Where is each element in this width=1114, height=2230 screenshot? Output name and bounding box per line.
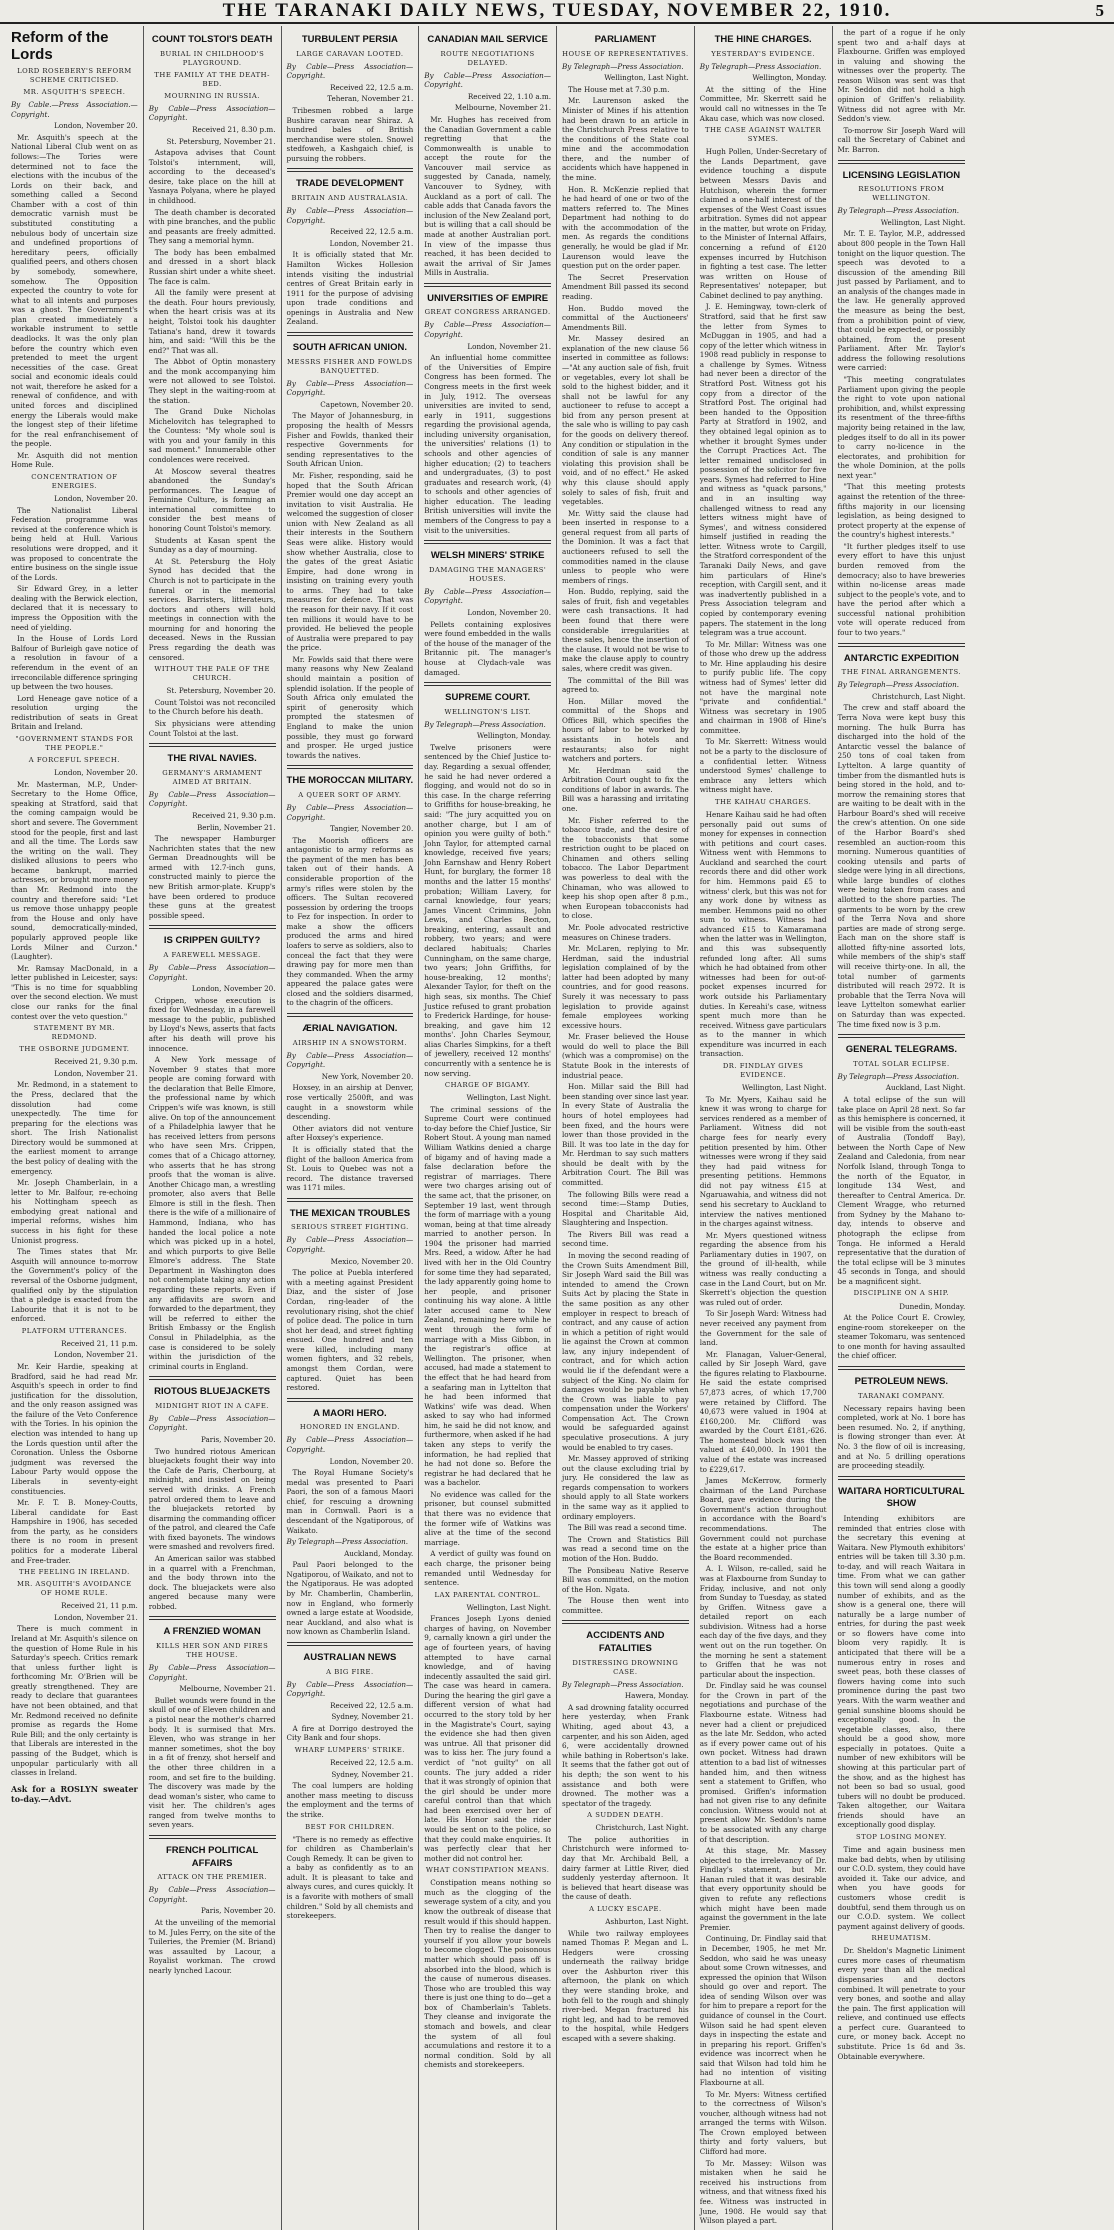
paragraph: The Royal Humane Society's medal was presented to Paari Paori, the son of a famous Maori chief, for rescuing a drowning man in Cornwall. Paori is a descendant of the Ngatiporous, of Waikato. bbox=[286, 1468, 414, 1535]
paragraph: To Mr. Myers, Kaihau said he knew it was wrong to charge for services rendered as a member of Parliament. Witness did not charge fees for nearly every petition presented by him. Other witnesses were wrong if they said they had paid witness for presenting petitions. Hemmons did not pay witness £15 at Ngaruawahia, and witness did not send his secretary to Auckland to interview the natives mentioned in the charges against witness. bbox=[699, 1094, 827, 1229]
paragraph: Hon. Buddo moved the committal of the Auctioneers' Amendments Bill. bbox=[562, 303, 689, 332]
paragraph: Six physicians were attending Count Tolstoi at the last. bbox=[148, 718, 276, 738]
paragraph: At St. Petersburg the Holy Synod has decided that the Church is not to participate in the funeral or in the memorial services. Barristers, litterateurs, doctors and others will hold meetings in connection with the mourning for and honoring the deceased. News in the Russian Press regarding the death was censored. bbox=[148, 556, 276, 662]
subheading: A FAREWELL MESSAGE. bbox=[163, 950, 261, 959]
section-rule bbox=[287, 1642, 414, 1646]
dateline: London, November 20. bbox=[54, 494, 138, 504]
paragraph: Dr. Sheldon's Magnetic Liniment cures more cases of rheumatism every year than all the medical dispensaries and doctors combined. It will penetrate to your very bones, and soothe and allay the pain. The first application will relieve, and continued use effects a perfect cure. Guaranteed to cure, or money back. Accept no substitute. Price 1s 6d and 3s. Obtainable everywhere. bbox=[837, 1946, 966, 2061]
paragraph: Frances Joseph Lyons denied charges of having, on November 9, carnally known a girl under the age of fourteen years, of having attempted to have carnal knowledge, and of having indecently assaulted the said girl. The case was heard in camera. During the hearing the girl gave a different version of what had occurred to the story told by her in the Magistrate's Court, saying the evidence she had then given was untrue. All that prisoner did was to kiss her. The jury found a verdict of "not guilty" on all counts. The jury added a rider that it was strongly of opinion that the girl should be under more careful control than that which had been exercised over her of late. His Honor said the rider would be sent on to the police, so that they could make enquiries. It was perfectly clear that her mother did not control her. bbox=[424, 1614, 551, 1863]
paragraph: The newspaper Hamburger Nachrichten states that the new German Dreadnoughts will be armed with 12.7-inch guns, constructed mainly to pierce the new British armor-plate. Krupp's have been ordered to produce these guns at the greatest possible speed. bbox=[148, 834, 276, 920]
section-rule bbox=[424, 540, 551, 544]
subheading: THE KAIHAU CHARGES. bbox=[714, 797, 812, 806]
dateline: New York, November 20. bbox=[321, 1071, 414, 1081]
section-rule bbox=[149, 1616, 276, 1620]
dateline: London, November 21. bbox=[329, 238, 414, 248]
paragraph: Mr. F. T. B. Money-Coutts, Liberal candidate for East Hampshire in 1906, has seceded from the party, as he considers there is no room in present politics for a moderate Liberal and Free-trader. bbox=[11, 1498, 138, 1565]
dateline: Wellington, Last Night. bbox=[604, 73, 689, 83]
paragraph: J. E. Hemingway, town-clerk of Stratford, said that he first saw the letter from Symes to McDuggan in 1905, and had a copy of the letter which witness in 1908 read publicly in response to a challenge by Symes. Witness had never been a director of the Stratford Post. Witness got his copy from a director of the Stratford Post. The original had been handed to the Opposition Party at Stratford in 1902, and they obtained legal opinion as to whether it brought Symes under the Corrupt Practices Act. The letter remained undisclosed in possession of the solicitor for five years. Symes had referred to Hine and witness as "quack parsons," and in an insulting way challenged witness to read any letters witness might have of Symes', and witness considered himself justified in reading the letter. Witness wrote to Cargill, the Stratford correspondent of the Taranaki Daily News, and gave him particulars of Hine's reception, with Cargill sent, and it was inadvertently published in a Press Association telegram and copied by contemporary evening papers. The statement in the long telegram was a true account. bbox=[699, 302, 827, 638]
byline: By Cable—Press Association—Copyright. bbox=[148, 1663, 276, 1682]
paragraph: Constipation means nothing so much as the clogging of the sewerage system of a city, and you know the outbreak of disease that result would if this should happen. Then try to realise the danger to yourself if you allow your bowels to become clogged. The poisonous matter which should pass off is absorbed into the blood, which is the cause of numerous diseases. Those who are troubled this way there is just one thing to do—get a box of Chamberlain's Tablets. They cleanse and invigorate the stomach and bowels, and clear the system of all foul accumulations and restore it to a normal condition. Sold by all chemists and storekeepers. bbox=[424, 1878, 551, 2070]
paragraph: The Nationalist Liberal Federation programme was revised at the conference which is being held at Hull. Various resolutions were dropped, and it was proposed to concentrate the entire business on the single issue of the Lords. bbox=[11, 505, 138, 582]
section-rule bbox=[562, 1620, 689, 1624]
section-rule bbox=[149, 925, 276, 929]
paragraph: At the Police Court E. Crowley, engine-room storekeeper on the steamer Tokomaru, was sentenced to one month for having assaulted the chief officer. bbox=[837, 1313, 966, 1361]
subheading: ATTACK ON THE PREMIER. bbox=[157, 1873, 267, 1882]
paragraph: To-morrow Sir Joseph Ward will call the Secretary of Cabinet and Mr. Barron. bbox=[837, 125, 966, 154]
paragraph: The Mayor of Johannesburg, in proposing the health of Messrs Fisher and Fowlds, thanked their respective Governments for sending representatives to the South African Union. bbox=[286, 411, 414, 469]
dateline: Received 22, 12.5 a.m. bbox=[330, 1700, 414, 1710]
byline: By Telegraph—Press Association. bbox=[286, 1537, 409, 1547]
paragraph: A verdict of guilty was found on each charge, the prisoner being remanded until Wednesday for sentence. bbox=[424, 1549, 551, 1588]
advertisement: Ask for a ROSLYN sweater to-day.—Advt. bbox=[11, 1783, 138, 1805]
paragraph: Mr. Fraser believed the House would do well to place the Bill (which was a compromise) on the Statute Book in the interests of industrial peace. bbox=[562, 1032, 689, 1080]
article-headline: COUNT TOLSTOI'S DEATH bbox=[151, 34, 273, 45]
paragraph: No evidence was called for the prisoner, but counsel submitted that there was no evidence that the former wife of Watkins was alive at the time of the second marriage. bbox=[424, 1489, 551, 1547]
paragraph: The Secret Preservation Amendment Bill passed its second reading. bbox=[562, 272, 689, 301]
masthead-title: THE TARANAKI DAILY NEWS, TUESDAY, NOVEMBER 22, 1910. bbox=[222, 0, 892, 21]
section-rule bbox=[424, 283, 551, 287]
dateline: Received 21, 8.30 p.m. bbox=[192, 124, 276, 134]
byline: By Cable—Press Association—Copyright. bbox=[148, 1413, 276, 1433]
subheading: KILLS HER SON AND FIRES THE HOUSE. bbox=[156, 1642, 269, 1660]
subheading: WELLINGTON'S LIST. bbox=[444, 707, 531, 716]
paragraph: To Mr. Millar: Witness was one of those who drew up the address to Mr. Hine applauding his desire to purify public life. The copy witness had of Symes' letter did not have the marginal note "private and confidential." Witness was secretary in 1905 and chairman in 1908 of Hine's committee. bbox=[699, 639, 827, 735]
paragraph: James McKerrow, formerly chairman of the Land Purchase Board, gave evidence during the Government's action throughout in accordance with the Board's recommendations. The Government could not purchase the estate at a higher price than the Board recommended. bbox=[699, 1476, 827, 1562]
byline: By Cable—Press Association—Copyright. bbox=[148, 789, 276, 809]
article-headline: FRENCH POLITICAL AFFAIRS bbox=[165, 1844, 259, 1869]
dateline: Received 21, 11 p.m. bbox=[61, 1338, 138, 1348]
subheading: DAMAGING THE MANAGERS' HOUSES. bbox=[429, 565, 547, 583]
paragraph: To Mr. Massey: Wilson was mistaken when he said he received his instructions from witness, and that witness fixed his fee. Witness was instructed in June, 1908. He would say that Wilson played a part. bbox=[699, 2158, 827, 2226]
byline: By Cable—Press Association—Copyright. bbox=[424, 586, 551, 606]
section-rule bbox=[287, 1398, 414, 1402]
subheading: CONCENTRATION OF ENERGIES. bbox=[31, 473, 118, 491]
paragraph: "There is no remedy as effective for children as Chamberlain's Cough Remedy. It can be given to a baby as confidently as to an adult. It is pleasant to take and always cures, and cures quickly. It is a favorite with mothers of small children." Sold by all chemists and storekeepers. bbox=[286, 1834, 414, 1921]
article-headline: CANADIAN MAIL SERVICE bbox=[427, 34, 548, 45]
article-headline: THE MEXICAN TROUBLES bbox=[289, 1207, 411, 1219]
paragraph: At the unveiling of the memorial to M. Jules Ferry, on the site of the Tuileries, the Premier (M. Briand) was assaulted by Lacour, a Royalist workman. The crowd nearly lynched Lacour. bbox=[148, 1918, 276, 1975]
paragraph: The Bill was read a second time. bbox=[568, 1523, 687, 1533]
dateline: Received 21, 9.30 p.m. bbox=[54, 1057, 138, 1067]
dateline: Received 22, 1.10 a.m. bbox=[467, 91, 551, 101]
dateline: Christchurch, Last Night. bbox=[595, 1823, 689, 1833]
byline: By Telegraph—Press Association. bbox=[562, 1679, 684, 1689]
byline: By Telegraph—Press Association. bbox=[837, 680, 960, 690]
dateline: London, November 20. bbox=[467, 608, 551, 618]
paragraph: Two hundred riotous American bluejackets fought their way into the Cafe de Paris, Cherbourg, at midnight, and insisted on being served with drinks. A French patrol ordered them to leave and the bluejackets retorted by disarming the commanding officer of the patrol, and cleared the Cafe with fixed bayonets. The windows were smashed and revolvers fired. bbox=[148, 1446, 276, 1552]
paragraph: A total eclipse of the sun will take place on April 28 next. So far as this hemisphere is concerned, it will be visible from the south-east of Australia (Tondoff Bay), between the North Cape of New Zealand and Caledonia, from near Norfolk Island, through Tonga to the north of the Equator, in longitude 134 West, and thereafter to Central America. Dr. Clement Wragge, who returned from Sydney by the Mahano to-day, intends to observe and photograph the eclipse from Tonga. He informed a Herald representative that the duration of the total eclipse will be 3 minutes 45 seconds in Tonga, and should be a magnificent sight. bbox=[837, 1094, 966, 1286]
dateline: London, November 20. bbox=[329, 1456, 414, 1466]
article-headline: WAITARA HORTICULTURAL SHOW bbox=[838, 1485, 965, 1510]
subheading: SERIOUS STREET FIGHTING. bbox=[291, 1223, 409, 1232]
paragraph: Hugh Pollen, Under-Secretary of the Lands Department, gave evidence touching a dispute between Messrs Davis and Hutchison, wherein the former claimed a one-half interest of the expenses of the West Coast issues arbitration. Symes did not appear in the matter, but wrote on Friday, to the Minister of Internal Affairs, concerning a refund of £120 expenses incurred by Hutchison in fighting a test case. The letter was written on House of Representatives' notepaper, but Cabinet declined to pay anything. bbox=[699, 147, 827, 300]
paragraph: The House met at 7.30 p.m. bbox=[568, 84, 670, 94]
byline: By Telegraph—Press Association. bbox=[562, 61, 684, 71]
subheading: DISCIPLINE ON A SHIP. bbox=[853, 1289, 950, 1298]
subheading: GERMANY'S ARMAMENT AIMED AT BRITAIN. bbox=[162, 768, 263, 786]
dateline: Melbourne, November 21. bbox=[179, 1684, 276, 1694]
paragraph: To Mr. Skerrett: Witness would not be a party to the disclosure of a confidential letter. Witness understood Symes' challenge to embrace any letters which witness might have. bbox=[699, 737, 827, 795]
paragraph: While two railway employees named Thomas P. Megan and L. Hedgers were crossing underneath the railway bridge over the Ashburton river this afternoon, the plank on which they were standing broke, and both fell to the rough and shingly river-bed. Megan fractured his right leg, and had to be removed to the hospital, while Hedgers escaped with a severe shaking. bbox=[562, 1928, 689, 2043]
section-rule bbox=[838, 1366, 966, 1370]
section-rule bbox=[424, 682, 551, 686]
article-headline: THE RIVAL NAVIES. bbox=[167, 753, 257, 765]
byline: By Telegraph—Press Association. bbox=[837, 206, 960, 216]
paragraph: The crew and staff aboard the Terra Nova were kept busy this morning. The hulk Burra has discharged into the hold of the Antarctic vessel the balance of 250 tons of coal taken from Lyttelton. A large quantity of timber from the dismantled huts is being stored in the hold, and to-morrow the remaining stores that are waiting to be dealt with in the Harbour Board's shed will receive the crew's attention. On one side of the Harbor Board's shed resembled an auction-room this morning. Numerous quantities of cooking utensils and parts of sledge were lying in all directions, while large bundles of clothes were being taken from cases and allotted to the shore parties. The garments to be worn by the crew of the Terra Nova and shore parties are made of strong serge. Each man on the shore staff is allotted fifty-nine assorted lots, while members of the ship's staff will receive thirty-one. In all, the total number of garments distributed will reach 2972. It is probable that the Terra Nova will leave Lyttelton somewhat earlier on Saturday than was expected. The time fixed now is 3 p.m. bbox=[837, 703, 966, 1029]
subheading: YESTERDAY'S EVIDENCE. bbox=[711, 49, 815, 58]
dateline: Paris, November 20. bbox=[200, 1435, 276, 1445]
column-3 bbox=[282, 26, 420, 2230]
article-headline: LICENSING LEGISLATION bbox=[842, 169, 961, 181]
subheading: GREAT CONGRESS ARRANGED. bbox=[424, 308, 551, 317]
paragraph: An influential home committee of the Universities of Empire Congress has been formed. The Congress meets in the first week in July, 1912. The overseas universities are invited to send, early in 1911, suggestions regarding the provisional agenda, including university organisation, the universities' relations (1) to schools and other agencies of higher education; (2) to teachers and undergraduates, (3) to post graduates and research work, (4) to schools and other agencies of higher education. The leading British universities will invite the members of the Congress to pay a visit to the universities. bbox=[424, 353, 551, 535]
paragraph: The police authorities in Christchurch were informed to-day that Mr. Archibald Bell, a dairy farmer at Little River, died suddenly yesterday afternoon. It is believed that heart disease was the cause of death. bbox=[562, 1834, 689, 1902]
paragraph: The Moorish officers are antagonistic to army reforms as the payment of the men has been taken out of their hands. A considerable proportion of the army's rifles were stolen by the officers. The Sultan recovered possession by ordering the troops to Fez for inspection. In order to make a show the officers produced the arms and hired loafers to serve as soldiers, also to conceal the fact that they were drawing pay for more men than they commanded. When the army appeared the palace gates were closed and the soldiers disarmed, to the chagrin of the officers. bbox=[286, 835, 414, 1008]
paragraph: "That this meeting protests against the retention of the three-fifths majority in our licensing legislation, as being designed to protect property at the expense of the country's highest interests." bbox=[837, 482, 966, 540]
dateline: Received 21, 11 p.m. bbox=[61, 1601, 138, 1611]
paragraph: Mr. Asquith did not mention Home Rule. bbox=[11, 450, 138, 470]
subheading: ROUTE NEGOTIATIONS DELAYED. bbox=[440, 49, 535, 67]
byline: By Cable—Press Association—Copyright. bbox=[148, 962, 276, 982]
section-rule bbox=[287, 1198, 414, 1202]
paragraph: Mr. Herdman said the Arbitration Court ought to fix the conditions of labor in awards. The Bill was a harassing and irritating one. bbox=[562, 765, 689, 814]
paragraph: In moving the second reading of the Crown Suits Amendment Bill, Sir Joseph Ward said the Bill was intended to amend the Crown Suits Act by placing the State in the same position as any other employer in respect to breach of contract, and any cause of action in which a petition of right would lie against the Crown at common law, any injury independent of contract, and for which action would lie if the defendant were a subject of the King. No claim for damages would be payable when the Crown was liable to pay compensation under the Workers' Compensation Act. The Crown would be safeguarded against speculative prosecutions. A jury would be enabled to try cases. bbox=[562, 1251, 689, 1452]
page-number: 5 bbox=[1095, 1, 1106, 20]
paragraph: Twelve prisoners were sentenced by the Chief Justice to-day. Regarding a sexual offender, he said he had never ordered a flogging, and would not do so in this case. In the charge referring to Griffiths for house-breaking, he said: "The jury acquitted you on another charge, but I am of opinion you were guilty of both." John Taylor, for attempted carnal knowledge, received five years; John Earnshaw and Henry Robert Hunt, for burglary, the former 18 months and the latter 15 months' probation; William Lavery, for carnal knowledge, four years; James Vincent Crimmins, John Lewis, and Charles Becton, breaking, entering, assault and robbery, two years; and were declared habituals; Charles Cunningham, on the same charge, two years; John Griffiths, for house-breaking, 12 months'; Alexander Taylor, for theft on the high seas, six months. The Chief Justice refused to grant probation to Frederick Hardinge, for house-breaking, and gave him 12 months'. John Charles Seymour, alias Charles Simpkins, for a theft of jewellery, received 12 months' concurrently with a sentence he is now serving. bbox=[424, 742, 551, 1078]
article-headline: THE MOROCCAN MILITARY. bbox=[286, 775, 414, 787]
article-headline: TRADE DEVELOPMENT bbox=[296, 178, 404, 190]
paragraph: The Rivers Bill was read a second time. bbox=[562, 1229, 689, 1249]
paragraph: There is much comment in Ireland at Mr. Asquith's silence on the question of Home Rule in his Saturday's speech. Critics remark that unless further light is forthcoming Mr. O'Brien will be greatly strengthened. They are ready to declare that guarantees have not been obtained, and that Mr. Redmond received no definite promise as regards the Home Rule Bill; and the only certainty is that Liberals are interested in the passing of the Budget, which is unpopular particularly with all classes in Ireland. bbox=[11, 1624, 138, 1778]
dateline: Received 22, 12.5 a.m. bbox=[330, 1758, 414, 1768]
dateline: Ashburton, Last Night. bbox=[605, 1916, 689, 1926]
article-headline: A FRENZIED WOMAN bbox=[163, 1626, 261, 1638]
subheading: CHARGE OF BIGAMY. bbox=[444, 1081, 531, 1090]
dateline: London, November 20. bbox=[54, 768, 138, 778]
subheading: A BIG FIRE. bbox=[326, 1667, 374, 1676]
dateline: Mexico, November 20. bbox=[330, 1256, 414, 1266]
paragraph: All the family were present at the death. Four hours previously, when the heart crisis was at its height, Tolstoi took his daughter Tatiana's hand, drew it towards him, and said: "Will this be the end?" That was all. bbox=[148, 288, 276, 355]
paragraph: Mr. Massey approved of striking out the clause excluding trial by jury. He considered the law as regards compensation to workers should apply to all State workers in the same way as it applied to ordinary employers. bbox=[562, 1454, 689, 1521]
article-headline: AUSTRALIAN NEWS bbox=[303, 1651, 397, 1663]
paragraph: Bullet wounds were found in the skull of one of Eleven children and a pistol near the mother's charred body. It is surmised that Mrs. Eleven, who was strange in her manner sometimes, shot the boy in a fit of frenzy, shot herself and the other three children in a room, and set fire to the building. The discovery was made by the dead woman's sister, who came to visit her. The children's ages ranged from twelve months to seven years. bbox=[148, 1695, 276, 1830]
byline: By Telegraph—Press Association. bbox=[699, 61, 822, 71]
subheading: STATEMENT BY MR. REDMOND. bbox=[33, 1024, 115, 1042]
paragraph: To Sir Joseph Ward: Witness had never received any payment from the Government for the sale of land. bbox=[699, 1309, 827, 1348]
subheading: MIDNIGHT RIOT IN A CAFE. bbox=[155, 1401, 269, 1410]
dateline: Wellington, Last Night. bbox=[741, 1083, 827, 1093]
paragraph: The Grand Duke Nicholas Michelovitch has telegraphed to the Countess: "My whole soul is with you and your family in this sad moment." Innumerable other condolences were received. bbox=[148, 407, 276, 465]
dateline: London, November 20. bbox=[54, 121, 138, 131]
article-headline: PETROLEUM NEWS. bbox=[854, 1375, 949, 1387]
subheading: MOURNING IN RUSSIA. bbox=[164, 91, 260, 100]
dateline: London, November 21. bbox=[467, 341, 551, 351]
paragraph: Lord Heneage gave notice of a resolution urging the redistribution of seats in Great Britain and Ireland. bbox=[11, 693, 138, 732]
dateline: Hawera, Monday. bbox=[624, 1691, 689, 1701]
paragraph: Count Tolstoi was not reconciled to the Church before his death. bbox=[148, 697, 276, 717]
dateline: Paris, November 20. bbox=[200, 1906, 276, 1916]
dateline: London, November 21. bbox=[54, 1068, 138, 1078]
subheading: RESOLUTIONS FROM WELLINGTON. bbox=[858, 185, 945, 203]
article-headline: A MAORI HERO. bbox=[313, 1407, 387, 1419]
subheading: BURIAL IN CHILDHOOD'S PLAYGROUND. bbox=[160, 49, 265, 67]
dateline: Wellington, Monday. bbox=[752, 73, 827, 83]
dateline: Wellington, Monday. bbox=[476, 731, 551, 741]
article-headline: ANTARCTIC EXPEDITION bbox=[843, 652, 959, 664]
subheading: PLATFORM UTTERANCES. bbox=[21, 1326, 128, 1335]
dateline: Sydney, November 21. bbox=[331, 1712, 414, 1722]
paragraph: The committal of the Bill was agreed to. bbox=[562, 675, 689, 695]
paragraph: Henare Kaihau said he had often personally paid out sums of money for expenses in connection with petitions and court cases. Witness went with Hemmons to Auckland and searched the court records there and did other work for him. Hemmons paid £5 to witness' clerk, but this was not for any work done by witness as member. Hemmons paid no other sum to witness. Witness had advanced £15 to Kamaramana when the latter was in Wellington, and this was subsequently refunded long after. All sums which he had obtained from other witnesses had been for out-of-pocket expenses incurred for work outside his Parliamentary duties. In Kereahi's case, witness spent much more than he received. Witness gave particulars as to the manner in which expenditure was incurred in each transaction. bbox=[699, 809, 827, 1059]
paragraph: At the sitting of the Hine Committee, Mr. Skerrett said he would call no witnesses in the Te Akau case, which was now closed. bbox=[699, 84, 827, 123]
section-rule bbox=[149, 1835, 276, 1839]
paragraph: Necessary repairs having been completed, work at No. 1 bore has been resumed. No. 2, if anything, is flowing stronger than ever. At No. 3 the flow of oil is increasing, and at No. 5 drilling operations are proceeding steadily. bbox=[837, 1403, 966, 1471]
subheading: WHARF LUMPERS' STRIKE. bbox=[294, 1746, 405, 1755]
subheading: A LUCKY ESCAPE. bbox=[589, 1904, 662, 1913]
subheading: A SUDDEN DEATH. bbox=[587, 1811, 664, 1820]
subheading: A FORCEFUL SPEECH. bbox=[28, 756, 120, 765]
subheading: "GOVERNMENT STANDS FOR THE PEOPLE." bbox=[15, 735, 134, 753]
subheading: DR. FINDLAY GIVES EVIDENCE. bbox=[722, 1061, 804, 1080]
section-rule bbox=[287, 332, 414, 336]
section-rule bbox=[838, 1034, 966, 1038]
dateline: St. Petersburg, November 21. bbox=[166, 136, 276, 146]
paragraph: Time and again business men make bad debts, when by utilising our C.O.D. system, they could have avoided it. Take our advice, and when you have goods for customers whose credit is doubtful, send them through us on our C.O.D. system. We collect payment against delivery of goods. bbox=[837, 1845, 966, 1931]
column-5 bbox=[557, 26, 695, 2230]
dateline: Melbourne, November 21. bbox=[454, 103, 551, 113]
column-7 bbox=[833, 26, 971, 2230]
dateline: Auckland, Last Night. bbox=[885, 1083, 966, 1093]
article-headline: GENERAL TELEGRAMS. bbox=[845, 1044, 957, 1056]
paragraph: "It further pledges itself to use every effort to have this unjust burden removed from the democracy; also to have breweries within no-license areas made subject to the people's vote, and to have the period after which a successful national prohibition vote will operate reduced from four to two years." bbox=[837, 541, 966, 638]
dateline: Received 22, 12.5 a.m. bbox=[330, 227, 414, 237]
paragraph: Dr. Findlay said he was counsel for the Crown in part of the negotiations and purchase of the Flaxbourne estate. Witness had never had a client or prejudiced as the late Mr. Seddon, who acted as if every power came out of his own pocket. Witness had drawn attention to a bad list of witnesses handed him, and then witness sent a statement to Griffen, who promised. Griffen's information had not given rise to any definite conclusion. Witness would not at present allow Mr. Seddon's name to be associated with any charge of that description. bbox=[699, 1681, 827, 1844]
paragraph: A. I. Wilson, re-called, said he was at Flaxbourne from Sunday to Friday, inclusive, and not only from Sunday to Tuesday, as stated by Griffen. Witness gave a detailed report on each subdivision. Witness had a horse each day of the five days, and they went out on the run together. On the morning he sent a statement to Griffen that he was not particular about the inspection. bbox=[699, 1564, 827, 1679]
paragraph: Continuing, Dr. Findlay said that in December, 1905, he met Mr. Seddon, who said he was uneasy about some Crown witnesses, and expressed the opinion that Wilson should go over and report. The idea of sending Wilson over was for him to prepare a report for the guidance of counsel in the Court. Wilson said he had spent eleven days in inspecting the estate and in preparing his report. Griffen's evidence was incorrect when he said that Wilson had told him he had no intention of visiting Flaxbourne at all. bbox=[699, 1934, 827, 2088]
paragraph: Mr. Massey desired an explanation of the new clause 56 inserted in committee as follows:—"At any auction sale of fish, fruit or vegetables, every lot shall be sold to the highest bidder, and it shall not be lawful for any auctioneer to refuse to accept a bid from any person present at the sale who is willing to pay cash for the goods on delivery thereof. Any condition or stipulation in the condition of sale is any manner violating this provision shall be void, and of no effect." He asked why this clause should apply solely to sales of fish, fruit and vegetables. bbox=[562, 334, 689, 507]
subheading: AIRSHIP IN A SNOWSTORM. bbox=[292, 1038, 407, 1047]
paragraph: Astapova advises that Count Tolstoi's internment, will, according to the deceased's desire, take place on the hill at Yasnaya Polyana, where he played in childhood. bbox=[148, 148, 276, 205]
paragraph: Crippen, whose execution is fixed for Wednesday, in a farewell message to the public, published by Lloyd's News, asserts that facts after his death will prove his innocence. bbox=[148, 995, 276, 1053]
paragraph: The police at Puebla interfered with a meeting against President Diaz, and the sister of Jose Cordan, ring-leader of the revolutionary rising, shot the chief of police dead. The police in turn shot her dead, and street fighting ensued. One hundred and ten were killed, including many women fighters, and 32 rebels, amongst them Cordan, were captured. Quiet has been restored. bbox=[286, 1268, 414, 1393]
article-headline: PARLIAMENT bbox=[594, 34, 657, 45]
byline: By Cable—Press Association—Copyright. bbox=[148, 1885, 276, 1904]
subheading: LARGE CARAVAN LOOTED. bbox=[296, 49, 404, 58]
column-6 bbox=[695, 26, 833, 2230]
paragraph: At this stage, Mr. Massey objected to the irrelevancy of Dr. Findlay's statement, but Mr. Hanan ruled that it was desirable that every opportunity should be given to refute any reflections which might have been made against the government in the late Premier. bbox=[699, 1846, 827, 1932]
paragraph: The Crown and Statistics Bill was read a second time on the motion of the Hon. Buddo. bbox=[562, 1534, 689, 1563]
subheading: BRITAIN AND AUSTRALASIA. bbox=[291, 194, 409, 203]
paragraph: A sad drowning fatality occurred here yesterday, when Frank Whiting, aged about 43, a carpenter, and his son Aiden, aged 6, were accidentally drowned while bathing in Robertson's lake. It seems that the father got out of his depth; the son went to his assistance and both were drowned. The mother was a spectator of the tragedy. bbox=[562, 1702, 689, 1808]
paragraph: The Ponsibeau Native Reserve Bill was committed, on the motion of the Hon. Ngata. bbox=[562, 1565, 689, 1594]
byline: By Telegraph—Press Association. bbox=[424, 719, 546, 729]
paragraph: Sir Edward Grey, in a letter dealing with the Berwick election, declared that it is necessary to impress the Opposition with the need of yielding. bbox=[11, 584, 138, 632]
paragraph: Mr. Fowlds said that there were many reasons why New Zealand should maintain a position of splendid isolation. If the people of South Africa only emulated the spirit of generosity which prompted the statesmen of England to make the union possible, they must go forward and prosper. He urged justice towards the natives. bbox=[286, 654, 414, 760]
subheading: THE FINAL ARRANGEMENTS. bbox=[841, 668, 962, 677]
dateline: Sydney, November 21. bbox=[331, 1769, 414, 1779]
paragraph: Other aviators did not venture after Hoxsey's experience. bbox=[286, 1123, 414, 1143]
article-headline: THE HINE CHARGES. bbox=[714, 34, 812, 45]
paragraph: Mr. Fisher, responding, said he hoped that the South African Premier would one day accept an invitation to visit Australia. He welcomed the suggestion of closer union with New Zealand as all their interests in the Southern Seas were alike. History would show whether Australia, close to the gates of the great Asiatic Empire, had done wrong in insisting on training every youth to arms. They had to take measures for defence. That was the reason for their navy. If it cost ten millions it would have to be provided. He believed the people of Australia were prepared to pay the price. bbox=[286, 470, 414, 653]
subheading: THE CASE AGAINST WALTER SYMES. bbox=[704, 126, 822, 144]
subheading: MR. ASQUITH'S SPEECH. bbox=[23, 88, 126, 97]
subheading: WITHOUT THE PALE OF THE CHURCH. bbox=[154, 665, 270, 683]
subheading: STOP LOSING MONEY. bbox=[856, 1833, 947, 1842]
section-rule bbox=[838, 160, 966, 164]
dateline: Wellington, Last Night. bbox=[466, 1093, 551, 1103]
section-rule bbox=[287, 1013, 414, 1017]
main-headline: Reform of the Lords bbox=[11, 29, 109, 63]
subheading: THE OSBORNE JUDGMENT. bbox=[19, 1045, 130, 1054]
byline: By Cable—Press Association—Copyright. bbox=[286, 1679, 414, 1699]
paragraph: Paul Paori belonged to the Ngatiporou, of Waikato, and not to the Ngatiporaus. He was adopted by Mr. Chamberlin, Chamberlin, now in England, who formerly owned a large estate at Woodside, near Auckland, and also what is now known as Chamberlin Island. bbox=[286, 1560, 414, 1637]
paragraph: The criminal sessions of the Supreme Court were continued to-day before the Chief Justice, Sir Robert Stout. A young man named William Watkins denied a charge of bigamy and of having made a false declaration before the registrar of marriages. There were two charges arising out of the same act, that the prisoner, on September 19 last, went through the form of marriage with a young woman, being at that time already married to another person. In 1904 the prisoner had married Mrs. Reed, a widow. After he had lived with her in the Old Country for some time they had separated, the lady apparently going home to her people, and prisoner continuing his way alone. A little later accused came to New Zealand, remaining here while he went through the form of marriage with a Miss Gibbon, in the registrar's office at Wellington. The prisoner, when accused, had made a statement to the effect that he had heard from a seafaring man in Lyttelton that he had been informed that Watkins' wife was dead. When asked to say who had informed him, he said he did not know, and furthermore, when asked if he had taken any steps to verify the information, he had replied that he had not done so. Before the registrar he had declared that he was a bachelor. bbox=[424, 1104, 551, 1488]
byline: By Cable—Press Association—Copyright. bbox=[286, 1235, 414, 1255]
paragraph: It is officially stated that the flight of the balloon America from St. Louis to Quebec was not a record. The distance traversed was 1171 miles. bbox=[286, 1144, 414, 1193]
paragraph: Hon. Buddo, replying, said the sales of fruit, fish and vegetables were cash transactions. It had been found that there were considerable irregularities at these sales, hence the insertion of the clause. It would not be wise to make the clause apply to country sales, where credit was given. bbox=[562, 587, 689, 673]
subheading: LAX PARENTAL CONTROL. bbox=[434, 1590, 541, 1599]
paragraph: A New York message of November 9 states that more people are coming forward with the declaration that Belle Elmore, the professional name by which Crippen's wife was known, is still alive. On top of the announcement of a Philadelphia lawyer that he has received letters from persons who have seen Mrs. Crippen, comes that of a Chicago attorney, who asserts that he has strong proofs that the woman is alive. Another Chicago man, a wrestling promoter, also avers that Belle Elmore is still in the flesh. Then there is the wife of a millionaire of Hammond, Indiana, who has handed the local police a note which was picked up in a hotel, and which purports to give Belle Elmore's address. The State Department in Washington does not contemplate taking any action regarding these reports. Even if any affidavits are sworn and forwarded to the department, they will be referred to either the British Embassy or the English Consul in Philadelphia, as the case is considered to be solely within the jurisdiction of the criminal courts in England. bbox=[148, 1055, 276, 1371]
column-1 bbox=[6, 26, 144, 2230]
subheading: TARANAKI COMPANY. bbox=[858, 1391, 945, 1400]
paragraph: Mr. Asquith's speech at the National Liberal Club went on as follows:—The Tories were determined not to face the elections with the incubus of the Lords on their back, and something called a Second Chamber with a cost of thin democratic varnish must be substituted constituting a nebulous body of uncertain size and undefined proportions of hereditary peers, officially qualified peers, and others chosen by somebody, somewhere, somehow. The Opposition expected the country to vote for what to all intents and purposes was a ghost. The Government's plan created immediately a workable instrument to settle deadlocks. It was the only plan before the country which even pretended to meet the urgent necessities of the case. Great social and economic ideals could not wait, therefore he asked for a renewal of confidence, and with united forces and disciplined energy the Liberals would make the longest step of their lifetime for the real enfranchisement of the people. bbox=[11, 132, 138, 449]
paragraph: The Times states that Mr. Asquith will announce to-morrow the Government's policy of the reversal of the Osborne judgment, qualified only by the stipulation that a pledge is exacted from the Labourite that it is not to be enforced. bbox=[11, 1247, 138, 1324]
paragraph: Mr. Redmond, in a statement to the Press, declared that the dissolution had come unexpectedly. The time for preparing for the elections was short. The Irish Nationalist Directory would be summoned at the earliest moment to arrange the best policy of dealing with the emergency. bbox=[11, 1080, 138, 1176]
byline: By Cable—Press Association—Copyright. bbox=[286, 1050, 414, 1070]
article-headline: UNIVERSITIES OF EMPIRE bbox=[427, 292, 549, 304]
dateline: London, November 21. bbox=[54, 1350, 138, 1360]
paragraph: Hon. R. McKenzie replied that he had heard of one or two of the matters referred to. The Mines Department had nothing to do with the accommodation of the men. As regards the conditions generally, he would be glad if Mr. Laurenson would leave the question put on the order paper. bbox=[562, 184, 689, 271]
paragraph: Mr. Masterman, M.P., Under-Secretary to the Home Office, speaking at Stratford, said that the coming campaign would be short and severe. The Government stood for the people, first and last and all the time. The Lords saw the writing on the wall. They disliked allusions to peers who became bankrupt, married actresses, or brought more money than Mr. Redmond into the country and therefore said: "Let us remove those unhappy people from the House and only have sound, democratically-minded, popularly approved people like Lords Milner and Curzon." (Laughter). bbox=[11, 779, 138, 962]
byline: By Cable—Press Association—Copyright. bbox=[424, 70, 551, 90]
paragraph: A fire at Dorrigo destroyed the City Bank and four shops. bbox=[286, 1723, 414, 1743]
dateline: London, November 21. bbox=[54, 1612, 138, 1622]
article-headline: WELSH MINERS' STRIKE bbox=[430, 550, 545, 562]
paragraph: In the House of Lords Lord Balfour of Burleigh gave notice of a resolution in favour of a referendum in the event of an irreconcilable difference springing up between the two houses. bbox=[11, 634, 138, 692]
article-headline: RIOTOUS BLUEJACKETS bbox=[154, 1386, 271, 1398]
dateline: Wellington, Last Night. bbox=[880, 217, 966, 227]
dateline: Teheran, November 21. bbox=[327, 94, 414, 104]
byline: By Cable—Press Association—Copyright. bbox=[286, 61, 414, 81]
article-headline: TURBULENT PERSIA bbox=[301, 34, 398, 45]
paragraph: Hon. Millar said the Bill had been standing over since last year. In every State of Australia the hours of hotel employees had been fixed, and the hours were lower than those provided in the Bill. It was too late in the day for Mr. Herdman to say such matters should be dealt with by the Arbitration Court. The Bill was committed. bbox=[562, 1082, 689, 1187]
paragraph: Mr. Laurenson asked the Minister of Mines if his attention had been drawn to an article in the Christchurch Press relative to the conditions of the State coal mine and the accommodation there, and the number of accidents which have happened in the mine. bbox=[562, 96, 689, 183]
article-headline: SUPREME COURT. bbox=[445, 692, 531, 704]
dateline: Capetown, November 20. bbox=[320, 399, 414, 409]
paragraph: The House then went into committee. bbox=[562, 1596, 689, 1615]
subheading: TOTAL SOLAR ECLIPSE. bbox=[853, 1059, 950, 1068]
subheading: BEST FOR CHILDREN. bbox=[305, 1822, 395, 1831]
paragraph: Pellets containing explosives were found embedded in the walls of the house of the manager of the Britannic pit. The manager's house at Clydach-vale was damaged. bbox=[424, 619, 551, 677]
byline: By Cable—Press Association—Copyright. bbox=[286, 206, 414, 225]
byline: By Cable—Press Association—Copyright. bbox=[286, 378, 414, 398]
article-headline: ACCIDENTS AND FATALITIES bbox=[586, 1630, 665, 1655]
paragraph: To Mr. Myers: Witness certified to the correctness of Wilson's voucher, although witness had not arranged the terms with Wilson. The Crown employed between thirty and forty valuers, but Clifford had more. bbox=[699, 2089, 827, 2157]
paragraph: The Abbot of Optin monastery and the monk accompanying him were not allowed to see Tolstoi. They slept in the waiting-room at the station. bbox=[148, 357, 276, 405]
paragraph: Mr. T. E. Taylor, M.P., addressed about 800 people in the Town Hall tonight on the liquor question. The speech was devoted to a discussion of the amending Bill just passed by Parliament, and to an analysis of the changes made in the law. He generally approved the measure as being the best, from a prohibition point of view, that could be expected, or possibly obtained, from the present Parliament. After Mr. Taylor's address the following resolutions were carried: bbox=[837, 229, 966, 373]
subheading: LORD ROSEBERY'S REFORM SCHEME CRITICISED. bbox=[17, 67, 132, 85]
section-rule bbox=[287, 765, 414, 769]
dateline: Dunedin, Monday. bbox=[899, 1301, 966, 1311]
dateline: Berlin, November 21. bbox=[196, 822, 276, 832]
paragraph: Mr. Joseph Chamberlain, in a letter to Mr. Balfour, re-echoing his Nottingham speech as embodying great national and imperial reforms, wishes him success in his fight for these Unionist progress. bbox=[11, 1178, 138, 1245]
section-rule bbox=[149, 1376, 276, 1380]
column-2 bbox=[144, 26, 282, 2230]
paragraph: The death chamber is decorated with pine branches, and the public and peasants are freely admitted. They sang a memorial hymn. bbox=[148, 207, 276, 246]
paragraph: The body has been embalmed and dressed in a short black Russian shirt under a white sheet. The face is calm. bbox=[148, 247, 276, 286]
paragraph: The following Bills were read a second time:—Stamp Duties, Hospital and Charitable Aid, Slaughtering and Inspection. bbox=[562, 1189, 689, 1228]
section-rule bbox=[838, 1476, 966, 1480]
dateline: Received 22, 12.5 a.m. bbox=[330, 82, 414, 92]
article-headline: ÆRIAL NAVIGATION. bbox=[302, 1023, 398, 1035]
paragraph: Hoxsey, in an airship at Denver, rose vertically 2500ft, and was caught in a snowstorm while descending. bbox=[286, 1083, 414, 1122]
article-headline: IS CRIPPEN GUILTY? bbox=[163, 935, 261, 947]
paragraph: Mr. Witty said the clause had been inserted in response to a general request from all parts of the Dominion. It was a fact that auctioneers refused to sell the commodities named in the clause unless to people who were members of rings. bbox=[562, 508, 689, 585]
dateline: Tangier, November 20. bbox=[329, 824, 414, 834]
subheading: HONORED IN ENGLAND. bbox=[299, 1423, 400, 1432]
paragraph: At Moscow several theatres abandoned the Sunday's performances. The League of Feminine Culture, is forming an international committee to consider the best means of honoring Count Tolstoi's memory. bbox=[148, 466, 276, 534]
byline: By Cable—Press Association—Copyright. bbox=[286, 1435, 414, 1454]
subheading: MESSRS FISHER AND FOWLDS BANQUETTED. bbox=[287, 357, 413, 375]
paragraph: Students at Kasan spent the Sunday as a day of mourning. bbox=[148, 535, 276, 555]
subheading: HOUSE OF REPRESENTATIVES. bbox=[562, 49, 689, 58]
section-rule bbox=[287, 168, 414, 172]
paragraph: Mr. McLaren, replying to Mr. Herdman, said the industrial legislation complained of by the latter had been adopted by many countries, and for good reasons. Surely it was necessary to pass legislation to provide against female employees working excessive hours. bbox=[562, 944, 689, 1030]
paragraph: Mr. Hughes has received from the Canadian Government a cable regretting that the Commonwealth is unable to accept the route for the Vancouver mail service as suggested by Canada, namely, Vancouver to Sydney, with Auckland as a port of call. The cable adds that Canada favors the inclusion of the New Zealand port, but is willing that a call should be made at another Australian port. In view of the impasse thus reached, it has been decided to await the arrival of Sir James Mills in Australia. bbox=[424, 115, 551, 278]
subheading: A QUEER SORT OF ARMY. bbox=[298, 790, 402, 799]
paragraph: An American sailor was stabbed in a quarrel with a Frenchman, and the body thrown into the dock. The bluejackets were also angered because many were robbed. bbox=[148, 1554, 276, 1611]
byline: By Cable.—Press Association.—Copyright. bbox=[11, 100, 138, 119]
dateline: Wellington, Last Night. bbox=[466, 1602, 551, 1612]
paragraph: Tribesmen robbed a large Bushire caravan near Shiraz. A hundred bales of British merchandise were stolen. Snowel stedfoweh, a Kashgaich chief, is pursuing the robbers. bbox=[286, 105, 414, 163]
subheading: WHAT CONSTIPATION MEANS. bbox=[425, 1866, 550, 1875]
paragraph: Mr. Poole advocated restrictive measures on Chinese traders. bbox=[562, 922, 689, 942]
paragraph: Mr. Myers questioned witness regarding the absence from his Parliamentary duties in 1907, on the ground of ill-health, while witness was really conducting a case in the Land Court, but on Mr. Skerrett's objection the question was ruled out of order. bbox=[699, 1230, 827, 1307]
paragraph: Mr. Fisher referred to the tobacco trade, and the desire of the tobacconists that some restriction ought to be placed on Chinamen and others selling tobacco. The Labor Department was powerless to deal with the Chinaman, who was allowed to keep his shop open after 8 p.m., when European tobacconists had to close. bbox=[562, 815, 689, 921]
paragraph: Mr. Keir Hardie, speaking at Bradford, said he had read Mr. Asquith's speech in order to find justification for the dissolution, and the only reason assigned was the failure of the Veto Conference with the Tories. In his opinion the election was intended to hang up the Lords question until after the Coronation. Unless the Osborne judgment was reversed the Labour Party would oppose the Liberals in seventy-eight constituencies. bbox=[11, 1362, 138, 1496]
paragraph: Intending exhibitors are reminded that entries close with the secretary this evening at Waitara. New Plymouth exhibitors' entries will be taken till 3.30 p.m. to-day, and will reach Waitara in time. From what we can gather this town will send along a goodly number of exhibits, and as the show is a general one, there will naturally be a large number of entries, for during the past week or so flowers have come into bloom very rapidly. It is anticipated that there will be a numerous entry in roses and sweet peas, both these classes of flowers having come into such prominence during the past two years. With the warm weather and genial sunshine blooms should be exceptionally good. In the vegetable classes, also, there should be a good show, more especially in potatoes. Quite a number of new exhibitors will be showing at this particular part of the show, and as the highest has not been so bad so usual, good tubers will no doubt be produced. Taken altogether, our Waitara friends should have an exceptionally good display. bbox=[837, 1513, 966, 1830]
subheading: DISTRESSING DROWNING CASE. bbox=[572, 1658, 679, 1676]
news-columns bbox=[6, 26, 1108, 2226]
paragraph: Hon. Millar moved the committal of the Shops and Offices Bill, which specifies the hours of labor to be worked by assistants in hotels and restaurants; also for night watchers and porters. bbox=[562, 696, 689, 764]
paragraph: Mr. Ramsay MacDonald, in a letter published in Leicester, says: "This is no time for squabbling over the second election. We must close our ranks for the final contest over the veto question." bbox=[11, 963, 138, 1021]
byline: By Telegraph—Press Association. bbox=[837, 1071, 960, 1081]
section-rule bbox=[838, 643, 966, 647]
byline: By Cable—Press Association—Copyright. bbox=[148, 103, 276, 123]
byline: By Cable—Press Association—Copyright. bbox=[424, 320, 551, 340]
paragraph: the part of a rogue if he only spent two and a-half days at Flaxbourne. Griffen was employed in valuing and showing the witnesses over the property. The reason Wilson was sent was that Mr. Seddon did not hold a high opinion of Griffen's reliability. Witness did not agree with Mr. Seddon's view. bbox=[837, 28, 966, 124]
subheading: MR. ASQUITH'S AVOIDANCE OF HOME RULE. bbox=[17, 1580, 132, 1598]
article-headline: SOUTH AFRICAN UNION. bbox=[292, 342, 407, 354]
subheading: THE FAMILY AT THE DEATH-BED. bbox=[154, 70, 270, 88]
paragraph: It is officially stated that Mr. Hamilton Wickes Hollesion intends visiting the industrial centres of Great Britain early in 1911 for the purpose of advising upon trade conditions and openings in Australia and New Zealand. bbox=[286, 250, 414, 327]
section-rule bbox=[149, 743, 276, 747]
paragraph: The coal lumpers are holding another mass meeting to discuss the employment and the terms of the strike. bbox=[286, 1781, 414, 1819]
column-4 bbox=[419, 26, 557, 2230]
dateline: Auckland, Monday. bbox=[344, 1548, 414, 1558]
paragraph: Mr. Flanagan, Valuer-General, called by Sir Joseph Ward, gave the figures relating to Flaxbourne. He said the estate comprised 57,873 acres, of which 17,700 were retained by Clifford. The 40,673 were valued in 1904 at £160,200. Mr. Clifford was awarded by the Court £181,-626. The homestead block was then valued at £40,000. In 1901 the value of the estate was increased to £229,617. bbox=[699, 1349, 827, 1474]
paragraph: "This meeting congratulates Parliament upon giving the people the right to vote upon national prohibition, and, whilst expressing its resentment of the three-fifths majority being retained in the law, pledges itself to do all in its power to carry no-licence in the electorates, and prohibition for the whole Dominion, at the polls next year." bbox=[837, 375, 966, 480]
dateline: Received 21, 9.30 p.m. bbox=[192, 810, 276, 820]
subheading: RHEUMATISM. bbox=[871, 1934, 932, 1943]
masthead bbox=[0, 0, 1114, 24]
dateline: St. Petersburg, November 20. bbox=[166, 686, 276, 696]
dateline: London, November 20. bbox=[191, 984, 276, 994]
byline: By Cable—Press Association—Copyright. bbox=[286, 802, 414, 822]
dateline: Christchurch, Last Night. bbox=[871, 691, 966, 701]
subheading: THE FEELING IN IRELAND. bbox=[18, 1568, 130, 1577]
